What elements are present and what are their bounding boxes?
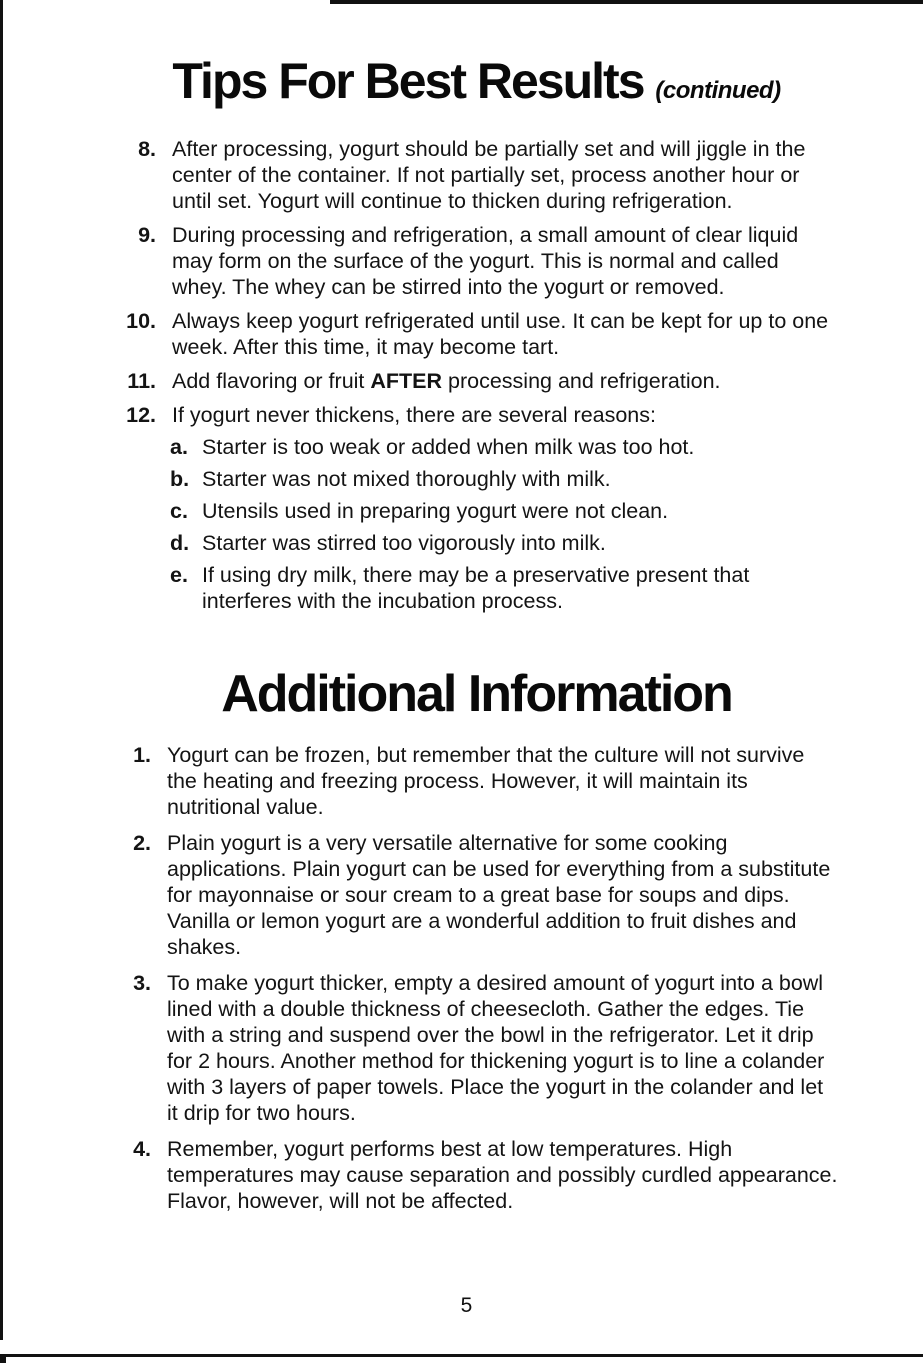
reason-letter: c.	[170, 499, 188, 523]
reason-text: If using dry milk, there may be a preservative present that interferes with the incubation process.	[202, 563, 750, 613]
tips-heading	[0, 52, 923, 110]
reasons-list	[172, 434, 839, 614]
info-text: Remember, yogurt performs best at low temperatures. High temperatures may cause separation and possibly curdled appearance. Flavor, however, will not be affected.	[167, 1137, 838, 1213]
reason-text: Starter was stirred too vigorously into milk.	[202, 531, 606, 555]
info-item-2	[133, 830, 839, 960]
tip-number: 9.	[138, 223, 156, 247]
scan-edge-top	[330, 0, 923, 4]
tips-list	[126, 136, 839, 622]
reason-letter: a.	[170, 435, 188, 459]
reason-letter: b.	[170, 467, 190, 491]
info-list	[133, 742, 839, 1224]
reason-text: Starter is too weak or added when milk was too hot.	[202, 435, 695, 459]
info-number: 4.	[133, 1137, 151, 1161]
reason-text: Utensils used in preparing yogurt were not clean.	[202, 499, 669, 523]
tip-number: 8.	[138, 137, 156, 161]
reason-item-a	[170, 434, 839, 460]
tip-text: After processing, yogurt should be partially set and will jiggle in the center of the container. If not partially set, process another hour or until set. Yogurt will continue to thicken during refrigeration.	[172, 137, 806, 213]
tip-text-after: processing and refrigeration.	[442, 369, 721, 393]
tip-text-before: Add flavoring or fruit	[172, 369, 371, 393]
reason-text: Starter was not mixed thoroughly with milk.	[202, 467, 611, 491]
tips-title: Tips For Best Results	[172, 53, 644, 109]
info-item-4	[133, 1136, 839, 1214]
tip-item-12	[126, 402, 839, 614]
info-number: 2.	[133, 831, 151, 855]
tip-item-8	[138, 136, 839, 214]
tip-emphasis: AFTER	[370, 369, 443, 393]
tip-number: 10.	[126, 309, 156, 333]
reason-letter: d.	[170, 531, 190, 555]
reason-letter: e.	[170, 563, 188, 587]
page-number: 5	[460, 1294, 473, 1317]
info-heading: Additional Information	[221, 665, 732, 723]
tip-text: During processing and refrigeration, a small amount of clear liquid may form on the surface of the yogurt. This is normal and called whey. The whey can be stirred into the yogurt or removed.	[172, 223, 799, 299]
info-number: 3.	[133, 971, 151, 995]
reason-item-c	[170, 498, 839, 524]
info-text: Yogurt can be frozen, but remember that the culture will not survive the heating and freezing process. However, it will maintain its nutritional value.	[167, 743, 805, 819]
scan-edge-bottom	[0, 1354, 923, 1357]
info-item-1	[133, 742, 839, 820]
scan-corner-mark	[0, 1357, 6, 1363]
reason-item-b	[170, 466, 839, 492]
info-number: 1.	[133, 743, 151, 767]
tip-text: Always keep yogurt refrigerated until use. It can be kept for up to one week. After this time, it may become tart.	[172, 309, 829, 359]
info-item-3	[133, 970, 839, 1126]
info-text: Plain yogurt is a very versatile alternative for some cooking applications. Plain yogurt can be used for everything from a substitute for mayonnaise or sour cream to a great base for soups and dips. Vanilla or lemon yogurt are a wonderful addition to fruit dishes and shakes.	[167, 831, 831, 959]
tip-number: 11.	[127, 369, 156, 393]
tips-title-suffix: (continued)	[655, 77, 781, 104]
tip-item-10	[126, 308, 839, 360]
tip-item-9	[138, 222, 839, 300]
tip-number: 12.	[126, 403, 156, 427]
reason-item-d	[170, 530, 839, 556]
tip-text: If yogurt never thickens, there are several reasons:	[172, 403, 656, 427]
reason-item-e	[170, 562, 839, 614]
info-text: To make yogurt thicker, empty a desired amount of yogurt into a bowl lined with a double thickness of cheesecloth. Gather the edges. Tie with a string and suspend over the bowl in the refrigerator. Let it drip for 2 hours. Another method for thickening yogurt is to line a colander with 3 layers of paper towels. Place the yogurt in the colander and let it drip for two hours.	[167, 971, 825, 1125]
tip-item-11	[127, 368, 839, 394]
